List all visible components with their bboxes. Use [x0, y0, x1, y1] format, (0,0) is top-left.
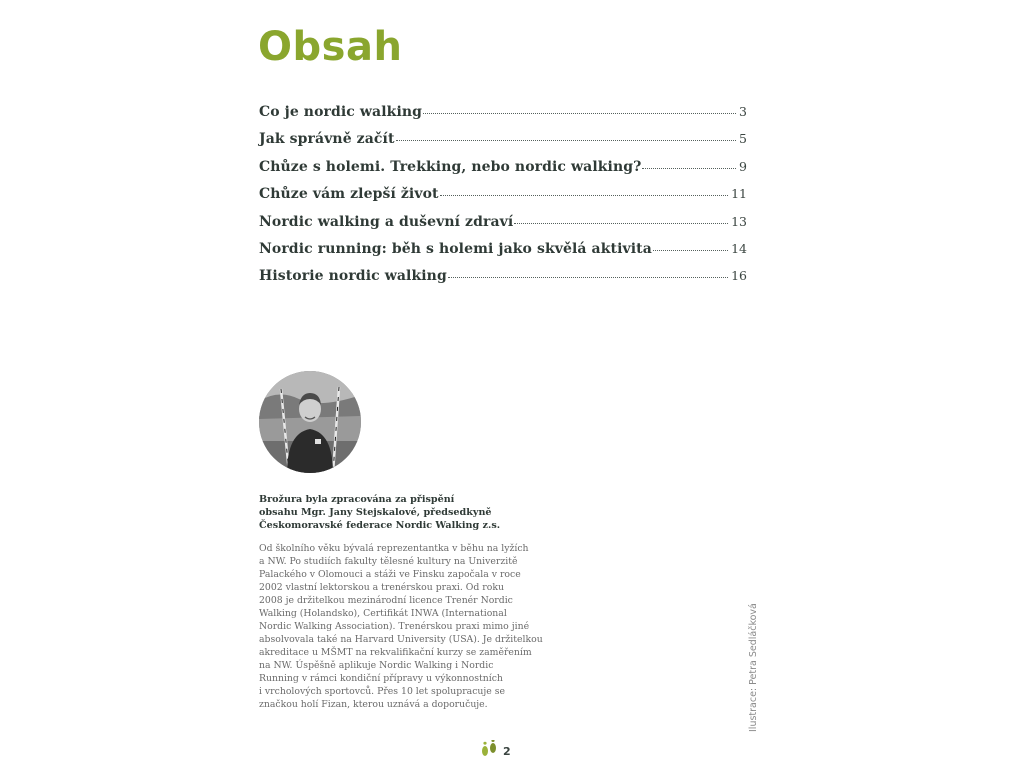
toc-leader-dots	[642, 168, 736, 169]
page-footer	[480, 740, 511, 758]
bio-line: Palackého v Olomouci a stáži ve Finsku započala v roce	[259, 569, 521, 580]
toc-entry[interactable]	[259, 268, 747, 295]
toc-entry-title: Jak správně začít	[259, 131, 395, 148]
bio-line: Nordic Walking Association). Trenérskou praxi mimo jiné	[259, 621, 530, 632]
bio-line: akreditace u MŠMT na rekvalifikační kurzy se zaměřením	[259, 647, 532, 658]
illustration-credit	[748, 592, 762, 732]
bio-line: i vrcholových sportovců. Přes 10 let spolupracuje se	[259, 686, 505, 697]
toc-entry-page: 9	[739, 158, 747, 174]
footprints-icon	[480, 740, 500, 758]
bio-line: Od školního věku bývalá reprezentantka v běhu na lyžích	[259, 543, 529, 554]
bio-line: a NW. Po studiích fakulty tělesné kultury na Univerzitě	[259, 556, 518, 567]
bio-line: značkou holí Fizan, kterou uznává a doporučuje.	[259, 699, 488, 710]
toc-entry[interactable]	[259, 104, 747, 131]
illustration-credit-text: Ilustrace: Petra Sedláčková	[748, 603, 759, 732]
page-title: Obsah	[258, 24, 403, 70]
credit-line: Brožura byla zpracována za přispění	[259, 494, 455, 505]
toc-leader-dots	[448, 277, 728, 278]
credit-line: Českomoravské federace Nordic Walking z.s.	[259, 520, 501, 531]
toc-entry-title: Nordic walking a duševní zdraví	[259, 213, 514, 230]
toc-entry-title: Chůze s holemi. Trekking, nebo nordic walking?	[259, 158, 642, 175]
toc-leader-dots	[396, 140, 737, 141]
bio-line: na NW. Úspěšně aplikuje Nordic Walking i Nordic	[259, 660, 494, 671]
toc-entry-page: 5	[739, 131, 747, 147]
bio-line: 2008 je držitelkou mezinárodní licence Trenér Nordic	[259, 595, 513, 606]
toc-entry[interactable]	[259, 214, 747, 241]
contributor-credit	[259, 493, 559, 532]
page-number: 2	[503, 745, 511, 758]
bio-line: absolvovala také na Harvard University (USA). Je držitelkou	[259, 634, 543, 645]
author-bio	[259, 542, 559, 711]
toc-entry-page: 16	[731, 268, 747, 284]
toc-entry-page: 11	[731, 186, 747, 202]
bio-line: 2002 vlastní lektorskou a trenérskou praxi. Od roku	[259, 582, 504, 593]
toc-leader-dots	[423, 113, 736, 114]
toc-entry-page: 14	[731, 240, 747, 256]
toc-entry-title: Historie nordic walking	[259, 268, 447, 285]
toc-entry[interactable]	[259, 159, 747, 186]
toc-entry-title: Chůze vám zlepší život	[259, 186, 439, 203]
author-portrait-photo	[259, 371, 361, 473]
bio-line: Running v rámci kondiční přípravy u výkonnostních	[259, 673, 503, 684]
credit-line: obsahu Mgr. Jany Stejskalové, předsedkyně	[259, 507, 492, 518]
toc-entry-page: 13	[731, 213, 747, 229]
toc-leader-dots	[653, 250, 728, 251]
toc-entry-title: Co je nordic walking	[259, 104, 423, 120]
toc-leader-dots	[440, 195, 729, 196]
author-portrait-illustration	[259, 371, 361, 473]
toc-leader-dots	[514, 223, 728, 224]
toc-entry-title: Nordic running: běh s holemi jako skvělá aktivita	[259, 240, 652, 257]
toc-entry-page: 3	[739, 104, 747, 119]
bio-line: Walking (Holandsko), Certifikát INWA (International	[259, 608, 507, 619]
toc-entry[interactable]	[259, 241, 747, 268]
toc-entry[interactable]	[259, 186, 747, 213]
toc-entry[interactable]	[259, 131, 747, 158]
table-of-contents	[259, 104, 747, 296]
